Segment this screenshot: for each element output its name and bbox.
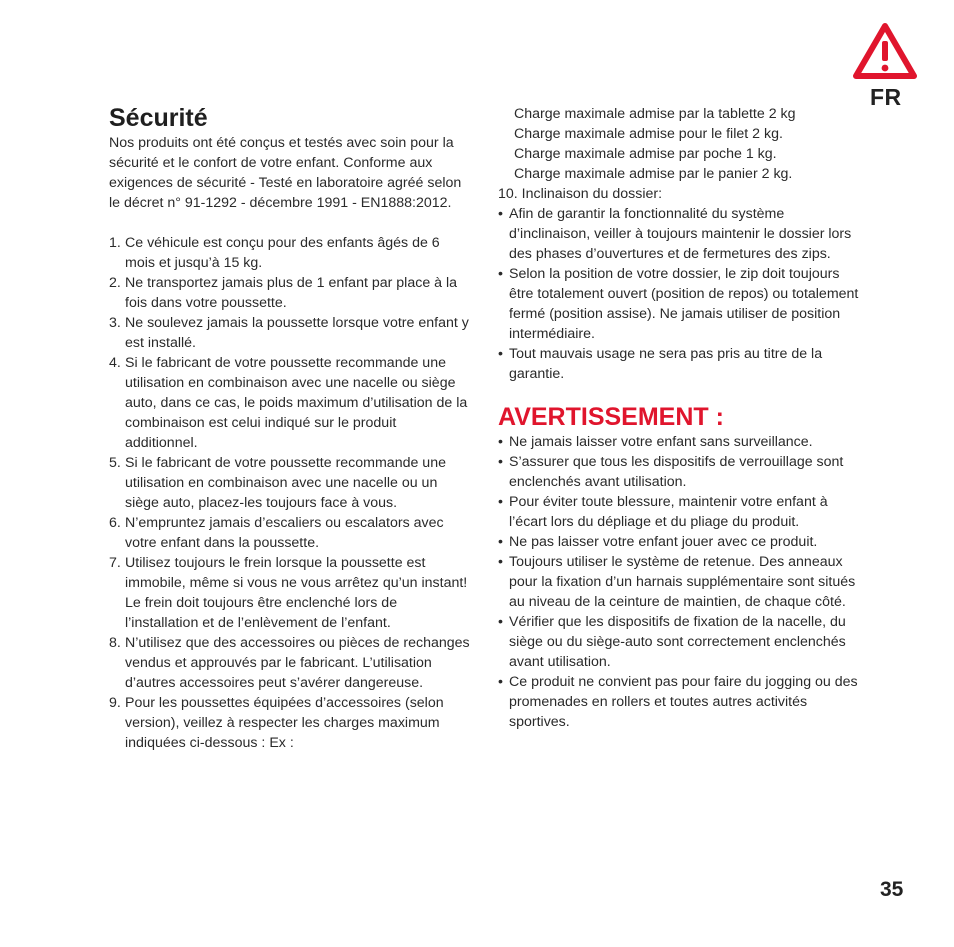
bullet-item bbox=[498, 344, 862, 384]
item-text: Si le fabricant de votre poussette recommande une utilisation en combinaison avec une nacelle ou siège auto, dans ce cas, le poids maximum d’utilisation de la combinaison est celui indiqué sur le produit additionnel. bbox=[125, 355, 468, 451]
item-text: Ce véhicule est conçu pour des enfants âgés de 6 mois et jusqu’à 15 kg. bbox=[125, 235, 440, 271]
bullet-icon: • bbox=[498, 346, 503, 362]
charge-line: Charge maximale admise par le panier 2 kg. bbox=[514, 166, 793, 182]
bullet-text: Selon la position de votre dossier, le zip doit toujours être totalement ouvert (position de repos) ou totalement fermé (position assise). Ne jamais utiliser de position intermédiaire. bbox=[509, 266, 859, 342]
bullet-icon: • bbox=[498, 454, 503, 470]
language-code: FR bbox=[870, 84, 902, 110]
item-number: 1. bbox=[109, 235, 121, 251]
bullet-text: Ce produit ne convient pas pour faire du jogging ou des promenades en rollers et toutes autres activités sportives. bbox=[509, 674, 858, 730]
bullet-text: Ne pas laisser votre enfant jouer avec ce produit. bbox=[509, 534, 818, 550]
item-number: 9. bbox=[109, 695, 121, 711]
bullet-icon: • bbox=[498, 266, 503, 282]
item-number: 3. bbox=[109, 315, 121, 331]
bullet-item bbox=[498, 264, 862, 344]
bullet-text: Vérifier que les dispositifs de fixation de la nacelle, du siège ou du siège-auto sont correctement enclenchés avant utilisation. bbox=[509, 614, 846, 670]
item-number: 7. bbox=[109, 555, 121, 571]
item-number: 4. bbox=[109, 355, 121, 371]
item-text: N’empruntez jamais d’escaliers ou escalators avec votre enfant dans la poussette. bbox=[125, 515, 444, 551]
charge-line: Charge maximale admise par la tablette 2 kg bbox=[514, 106, 796, 122]
warning-bullet-item bbox=[498, 452, 862, 492]
list-item-9 bbox=[109, 693, 471, 753]
left-column bbox=[109, 103, 471, 753]
bullet-item bbox=[498, 204, 862, 264]
bullet-icon: • bbox=[498, 434, 503, 450]
section-title-avertissement: AVERTISSEMENT : bbox=[498, 403, 724, 431]
list-item-7 bbox=[109, 553, 471, 633]
warning-bullet-item bbox=[498, 492, 862, 532]
item-text: Ne soulevez jamais la poussette lorsque votre enfant y est installé. bbox=[125, 315, 469, 351]
bullet-text: Pour éviter toute blessure, maintenir votre enfant à l’écart lors du dépliage et du pliage du produit. bbox=[509, 494, 828, 530]
bullet-text: Ne jamais laisser votre enfant sans surveillance. bbox=[509, 434, 813, 450]
warning-bullet-item bbox=[498, 672, 862, 732]
section-title-securite: Sécurité bbox=[109, 104, 208, 132]
charge-line: Charge maximale admise par poche 1 kg. bbox=[514, 146, 777, 162]
list-item-3 bbox=[109, 313, 471, 353]
warning-bullet-item bbox=[498, 532, 862, 552]
item-text: Pour les poussettes équipées d’accessoires (selon version), veillez à respecter les charges maximum indiquées ci-dessous : Ex : bbox=[125, 695, 444, 751]
bullet-text: S’assurer que tous les dispositifs de verrouillage sont enclenchés avant utilisation. bbox=[509, 454, 844, 490]
page-number: 35 bbox=[880, 878, 904, 901]
list-item-6 bbox=[109, 513, 471, 553]
bullet-icon: • bbox=[498, 614, 503, 630]
item-text: Ne transportez jamais plus de 1 enfant par place à la fois dans votre poussette. bbox=[125, 275, 458, 311]
list-item-1 bbox=[109, 233, 471, 273]
bullet-icon: • bbox=[498, 206, 503, 222]
item-number: 5. bbox=[109, 455, 121, 471]
list-item-4 bbox=[109, 353, 471, 453]
list-item-8 bbox=[109, 633, 471, 693]
item-text: N’utilisez que des accessoires ou pièces de rechanges vendus et approuvés par le fabricant. L’utilisation d’autres accessoires peut s’avérer dangereuse. bbox=[125, 635, 470, 691]
warning-bullet-item bbox=[498, 612, 862, 672]
bullet-text: Toujours utiliser le système de retenue. Des anneaux pour la fixation d’un harnais supplémentaire sont situés au niveau de la ceinture de maintien, de chaque côté. bbox=[509, 554, 856, 610]
warning-bullet-item bbox=[498, 552, 862, 612]
bullet-icon: • bbox=[498, 674, 503, 690]
bullet-icon: • bbox=[498, 554, 503, 570]
intro-paragraph: Nos produits ont été conçus et testés avec soin pour la sécurité et le confort de votre enfant. Conforme aux exigences de sécurité - Testé en laboratoire agréé selon le décret n° 91-1292 - décembre 1991 - EN1888:2012. bbox=[109, 135, 462, 211]
list-item-2 bbox=[109, 273, 471, 313]
list-item-5 bbox=[109, 453, 471, 513]
list-item-10: 10. Inclinaison du dossier: bbox=[498, 186, 663, 202]
bullet-text: Tout mauvais usage ne sera pas pris au titre de la garantie. bbox=[509, 346, 823, 382]
bullet-text: Afin de garantir la fonctionnalité du système d’inclinaison, veiller à toujours maintenir le dossier lors des phases d’ouvertures et de fermetures des zips. bbox=[509, 206, 852, 262]
warning-triangle-icon bbox=[852, 22, 918, 82]
warning-bullet-item bbox=[498, 432, 862, 452]
bullet-icon: • bbox=[498, 534, 503, 550]
item-text: Utilisez toujours le frein lorsque la poussette est immobile, même si vous ne vous arrêtez qu’un instant! Le frein doit toujours être enclenché lors de l’installation et de l’enlèvement de l’enfant. bbox=[125, 555, 468, 631]
item-number: 8. bbox=[109, 635, 121, 651]
charge-line: Charge maximale admise pour le filet 2 kg. bbox=[514, 126, 783, 142]
item-number: 2. bbox=[109, 275, 121, 291]
bullet-icon: • bbox=[498, 494, 503, 510]
right-column bbox=[498, 103, 862, 732]
item-text: Si le fabricant de votre poussette recommande une utilisation en combinaison avec une nacelle ou un siège auto, placez-les toujours face à vous. bbox=[125, 455, 446, 511]
item-number: 6. bbox=[109, 515, 121, 531]
